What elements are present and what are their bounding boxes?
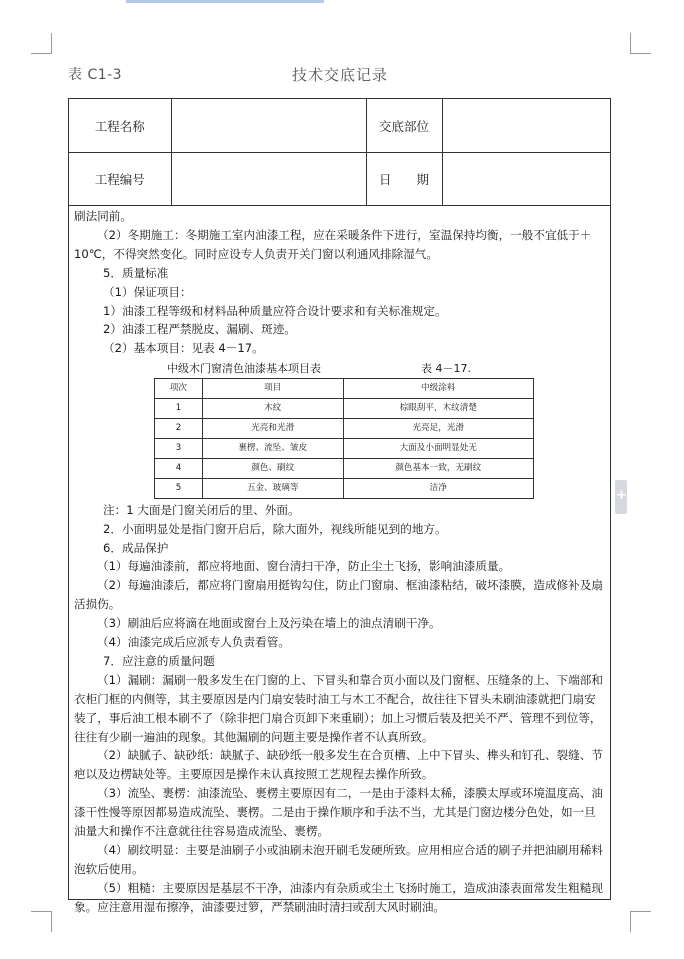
table-cell: 五金、玻璃等	[202, 478, 343, 498]
handover-part-label: 交底部位	[366, 99, 442, 153]
paragraph: 注：1 大面是门窗关闭后的里、外面。	[103, 502, 300, 517]
table-header-cell: 中级涂料	[343, 379, 534, 399]
table-cell: 1	[155, 399, 203, 419]
document-body	[69, 207, 610, 917]
paragraph: （1）漏刷：漏刷一般多发生在门窗的上、下冒头和靠合页小面以及门窗框、压缝条的上、下端部和衣柜门框的内侧等，其主要原因是内门扇安装时油工与木工不配合，故往往下冒头未刷油漆就把门扇安装了，事后油工根本刷不了（除非把门扇合页卸下来重刷）；加上习惯后装及把关不严、管理不到位等，往往有少刷一遍油的现象。其他漏刷的问题主要是操作者不认真所致。	[74, 672, 603, 744]
paragraph: （2）冬期施工：冬期施工室内油漆工程，应在采暖条件下进行，室温保持均衡，一般不宜低于＋10℃，不得突然变化。同时应设专人负责开关门窗以利通风排除湿气。	[74, 227, 592, 261]
paragraph: （5）粗糙：主要原因是基层不干净，油漆内有杂质或尘土飞扬时施工，造成油漆表面常发生粗糙现象。应注意用湿布擦净，油漆要过箩，严禁刷油时清扫或刮大风时刷油。	[74, 880, 603, 914]
section-heading: 5．质量标准	[103, 265, 169, 280]
paragraph: 刷法同前。	[74, 209, 132, 223]
paragraph: （2）缺腻子、缺砂纸：缺腻子、缺砂纸一般多发生在合页槽、上中下冒头、榫头和钉孔、裂缝、节疤以及边楞缺处等。主要原因是操作未认真按照工艺规程去操作所致。	[74, 748, 603, 782]
date-value[interactable]	[442, 153, 610, 206]
table-row	[155, 419, 534, 439]
paragraph: （4）刷纹明显：主要是油刷子小或油刷未泡开刷毛发硬所致。应用相应合适的刷子并把油刷用稀料泡软后使用。	[74, 843, 603, 876]
section-heading: 6．成品保护	[103, 540, 169, 555]
table-header-row	[155, 379, 534, 399]
table-cell: 3	[155, 438, 203, 458]
project-name-label: 工程名称	[69, 99, 171, 153]
table-cell: 颜色基本一致，无刷纹	[343, 458, 534, 478]
table-cell: 棕眼刮平，木纹清楚	[343, 399, 534, 419]
table-caption-title: 中级木门窗清色油漆基本项目表	[167, 362, 321, 376]
paragraph: （2）基本项目：见表 4－17。	[103, 341, 264, 356]
page-title: 技术交底记录	[292, 66, 389, 84]
paragraph: （4）油漆完成后应派专人负责看管。	[97, 635, 290, 650]
document-frame	[68, 98, 611, 914]
paragraph: 2）油漆工程严禁脱皮、漏刷、斑迹。	[103, 322, 296, 337]
paragraph: （2）每遍油漆后，都应将门窗扇用挺钩勾住，防止门窗扇、框油漆粘结，破坏漆膜，造成修补及扇活损伤。	[74, 578, 603, 612]
crop-mark-bottom-right	[630, 911, 651, 932]
table-header-cell: 项目	[202, 379, 343, 399]
form-code: 表 C1-3	[68, 67, 123, 83]
table-row	[155, 438, 534, 458]
table-header-cell: 项次	[155, 379, 203, 399]
paragraph: （3）流坠、裹楞：油漆流坠、裹楞主要原因有二，一是由于漆料太稀，漆膜太厚或环境温度高、油漆干性慢等原因都易造成流坠、裹楞。二是由于操作顺序和手法不当，尤其是门窗边楼分色处，如一旦油量大和操作不注意就往往容易造成流坠、裹楞。	[74, 786, 603, 839]
table-cell: 光亮足，光滑	[343, 419, 534, 439]
project-name-value[interactable]	[171, 99, 366, 153]
crop-mark-top-left	[31, 33, 52, 54]
info-table	[69, 99, 610, 206]
quality-standard-table	[154, 378, 534, 498]
project-number-label: 工程编号	[69, 153, 171, 206]
table-cell: 颜色、刷纹	[202, 458, 343, 478]
plus-icon: +	[616, 488, 627, 503]
top-accent-bar	[126, 0, 324, 3]
paragraph: 2．小面明显处是指门窗开启后，除大面外，视线所能见到的地方。	[103, 521, 447, 536]
table-row	[155, 458, 534, 478]
paragraph: 1）油漆工程等级和材料品种质量应符合设计要求和有关标准规定。	[103, 303, 447, 318]
section-heading: 7．应注意的质量问题	[103, 653, 215, 668]
table-cell: 洁净	[343, 478, 534, 498]
table-cell: 光亮和光滑	[202, 419, 343, 439]
crop-mark-top-right	[630, 33, 651, 54]
table-row	[155, 399, 534, 419]
table-cell: 5	[155, 478, 203, 498]
date-label: 日 期	[366, 153, 442, 206]
table-cell: 大面及小面明显处无	[343, 438, 534, 458]
table-cell: 4	[155, 458, 203, 478]
table-row	[155, 478, 534, 498]
paragraph: （1）保证项目：	[103, 284, 192, 299]
project-number-value[interactable]	[171, 153, 366, 206]
paragraph: （1）每遍油漆前，都应将地面、窗台清扫干净，防止尘土飞扬，影响油漆质量。	[97, 559, 511, 574]
table-caption-code: 表 4－17.	[421, 362, 471, 376]
table-cell: 木纹	[202, 399, 343, 419]
table-caption	[74, 360, 605, 378]
side-expand-tab[interactable]	[615, 480, 627, 514]
handover-part-value[interactable]	[442, 99, 610, 153]
table-cell: 裹楞、流坠、皱皮	[202, 438, 343, 458]
crop-mark-bottom-left	[31, 911, 52, 932]
table-cell: 2	[155, 419, 203, 439]
paragraph: （3）刷油后应将滴在地面或窗台上及污染在墙上的油点清刷干净。	[97, 616, 441, 631]
